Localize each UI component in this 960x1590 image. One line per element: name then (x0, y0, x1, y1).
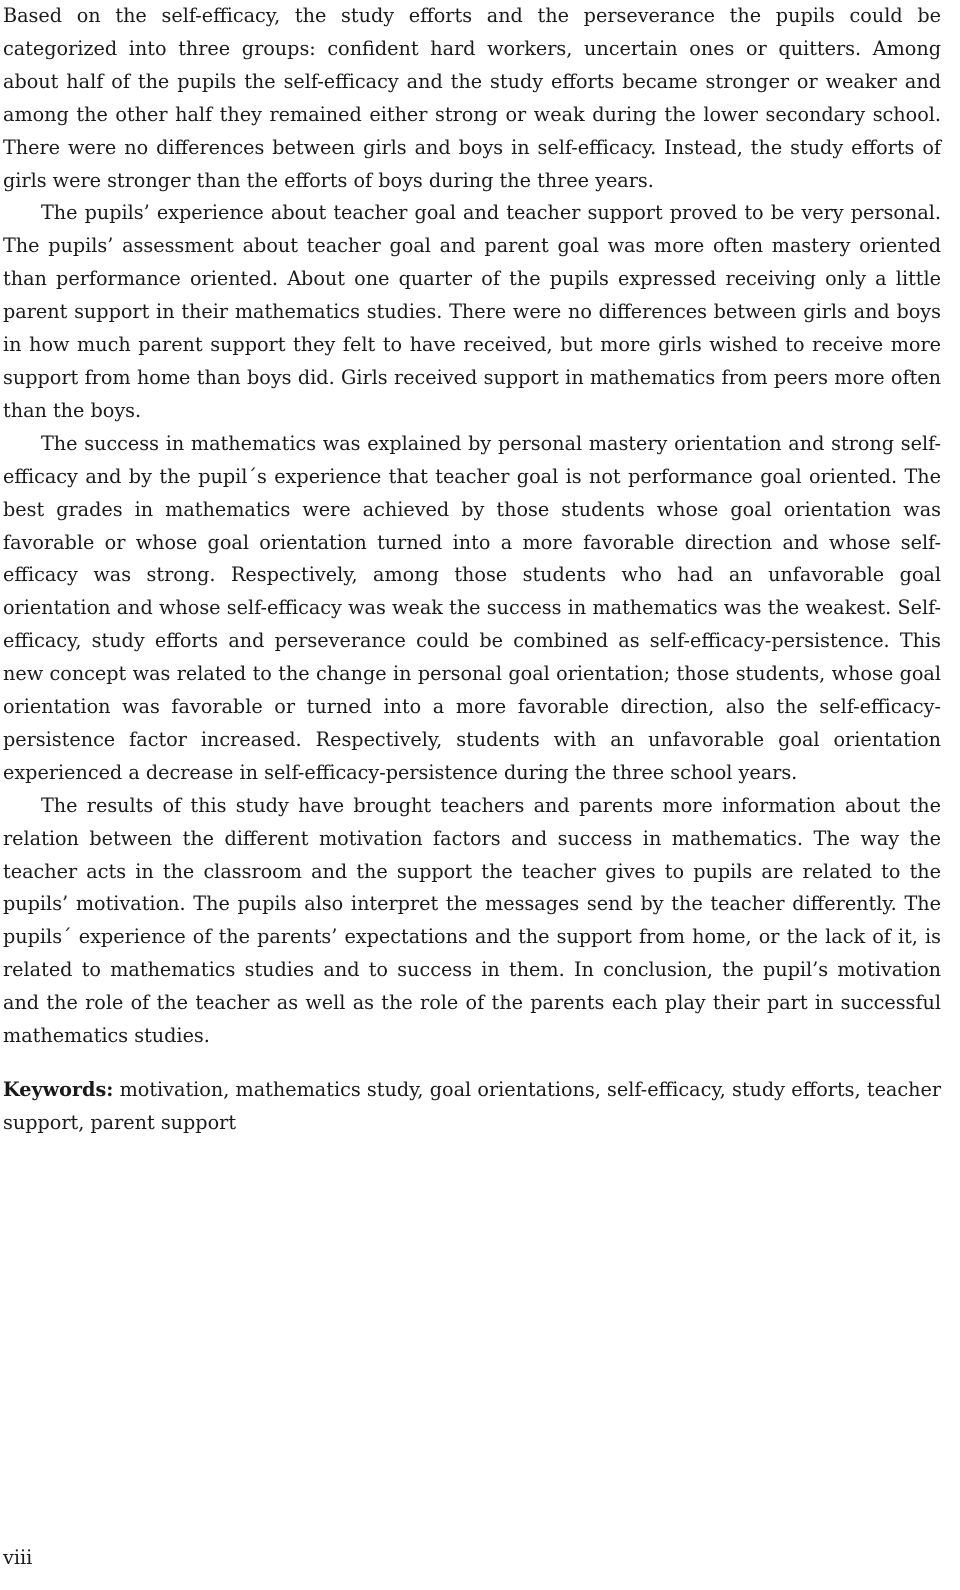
page-body (3, 0, 941, 1140)
page-number: viii (3, 1546, 33, 1569)
keywords-line (3, 1074, 941, 1140)
keywords-label: Keywords: (3, 1078, 114, 1101)
paragraph-4: The results of this study have brought teachers and parents more information about the relation between the different motivation factors and success in mathematics. The way the teacher acts in the classroom and the support the teacher gives to pupils are related to the pupils’ motivation. The pupils also interpret the messages send by the teacher differently. The pupils´ experience of the parents’ expectations and the support from home, or the lack of it, is related to mathematics studies and to success in them. In conclusion, the pupil’s motivation and the role of the teacher as well as the role of the parents each play their part in successful mathematics studies. (3, 793, 941, 1048)
paragraph-2: The pupils’ experience about teacher goal and teacher support proved to be very personal. The pupils’ assessment about teacher goal and parent goal was more often mastery oriented than performance oriented. About one quarter of the pupils expressed receiving only a little parent support in their mathematics studies. There were no differences between girls and boys in how much parent support they felt to have received, but more girls wished to receive more support from home than boys did. Girls received support in mathematics from peers more often than the boys. (3, 201, 941, 422)
paragraph-1: Based on the self-efficacy, the study efforts and the perseverance the pupils could be categorized into three groups: confident hard workers, uncertain ones or quitters. Among about half of the pupils the self-efficacy and the study efforts became stronger or weaker and among the other half they remained either strong or weak during the lower secondary school. There were no differences between girls and boys in self-efficacy. Instead, the study efforts of girls were stronger than the efforts of boys during the three years. (3, 4, 941, 192)
keywords-text: motivation, mathematics study, goal orientations, self-efficacy, study efforts, teacher support, parent support (3, 1078, 941, 1134)
paragraph-3: The success in mathematics was explained by personal mastery orientation and strong self-efficacy and by the pupil´s experience that teacher goal is not performance goal oriented. The best grades in mathematics were achieved by those students whose goal orientation was favorable or whose goal orientation turned into a more favorable direction and whose self-efficacy was strong. Respectively, among those students who had an unfavorable goal orientation and whose self-efficacy was weak the success in mathematics was the weakest. Self-efficacy, study efforts and perseverance could be combined as self-efficacy-persistence. This new concept was related to the change in personal goal orientation; those students, whose goal orientation was favorable or turned into a more favorable direction, also the self-efficacy-persistence factor increased. Respectively, students with an unfavorable goal orientation experienced a decrease in self-efficacy-persistence during the three school years. (3, 431, 941, 784)
